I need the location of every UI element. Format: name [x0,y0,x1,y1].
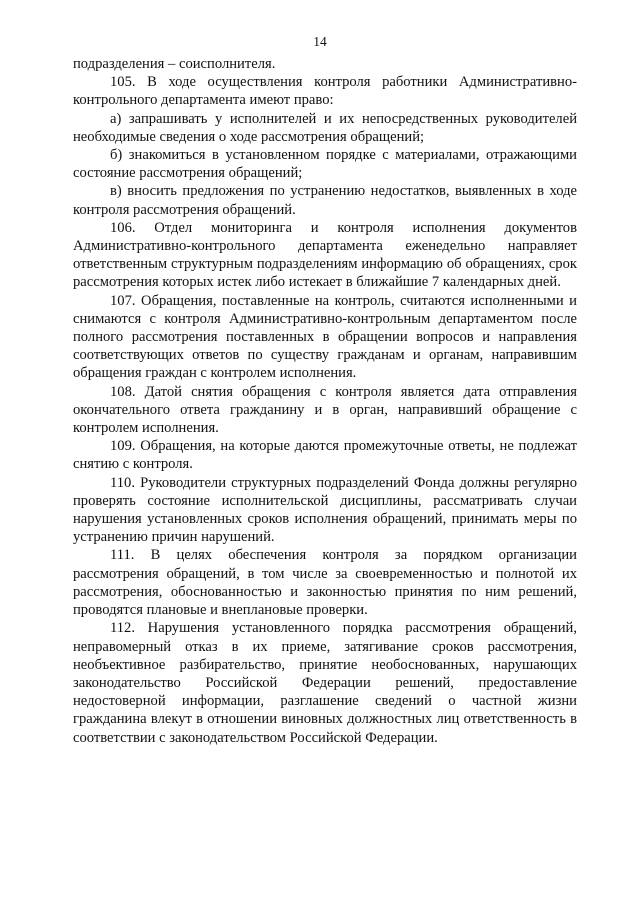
paragraph-105-c: в) вносить предложения по устранению недостатков, выявленных в ходе контроля рассмотрения обращений. [73,183,577,218]
document-body [73,55,577,747]
paragraph-108: 108. Датой снятия обращения с контроля является дата отправления окончательного ответа гражданину и в орган, направивший обращение с контролем исполнения. [73,383,577,437]
page-number: 14 [313,34,327,49]
paragraph-110: 110. Руководители структурных подразделений Фонда должны регулярно проверять состояние исполнительской дисциплины, рассматривать случаи нарушения установленных сроков исполнения обращений, принимать меры по устранению причин нарушений. [73,474,577,546]
paragraph-112: 112. Нарушения установленного порядка рассмотрения обращений, неправомерный отказ в их приеме, затягивание сроков рассмотрения, необъективное разбирательство, принятие необоснованных, нарушающих законодательство Российской Федерации решений, предоставление недостоверной информации, разглашение сведений о частной жизни гражданина влекут в отношении виновных должностных лиц ответственность в соответствии с законодательством Российской Федерации. [73,620,577,746]
paragraph-109: 109. Обращения, на которые даются промежуточные ответы, не подлежат снятию с контроля. [73,438,577,473]
paragraph-105: 105. В ходе осуществления контроля работники Административно-контрольного департамента имеют право: [73,74,577,109]
paragraph-111: 111. В целях обеспечения контроля за порядком организации рассмотрения обращений, в том числе за своевременностью и полнотой их рассмотрения, обоснованностью и законностью принятия по ним решений, проводятся плановые и внеплановые проверки. [73,547,577,619]
paragraph-106: 106. Отдел мониторинга и контроля исполнения документов Административно-контрольного департамента еженедельно направляет ответственным структурным подразделениям информацию об обращениях, срок рассмотрения которых истек либо истекает в ближайшие 7 календарных дней. [73,219,577,291]
paragraph-107: 107. Обращения, поставленные на контроль, считаются исполненными и снимаются с контроля Административно-контрольным департаментом после полного рассмотрения поставленных в обращении вопросов и направления соответствующих ответов по существу гражданам и органам, направившим обращения граждан с контролем исполнения. [73,292,577,382]
paragraph-105-b: б) знакомиться в установленном порядке с материалами, отражающими состояние рассмотрения обращений; [73,147,577,182]
paragraph-105-a: а) запрашивать у исполнителей и их непосредственных руководителей необходимые сведения о ходе рассмотрения обращений; [73,110,577,145]
paragraph-continuation: подразделения – соисполнителя. [73,56,276,72]
